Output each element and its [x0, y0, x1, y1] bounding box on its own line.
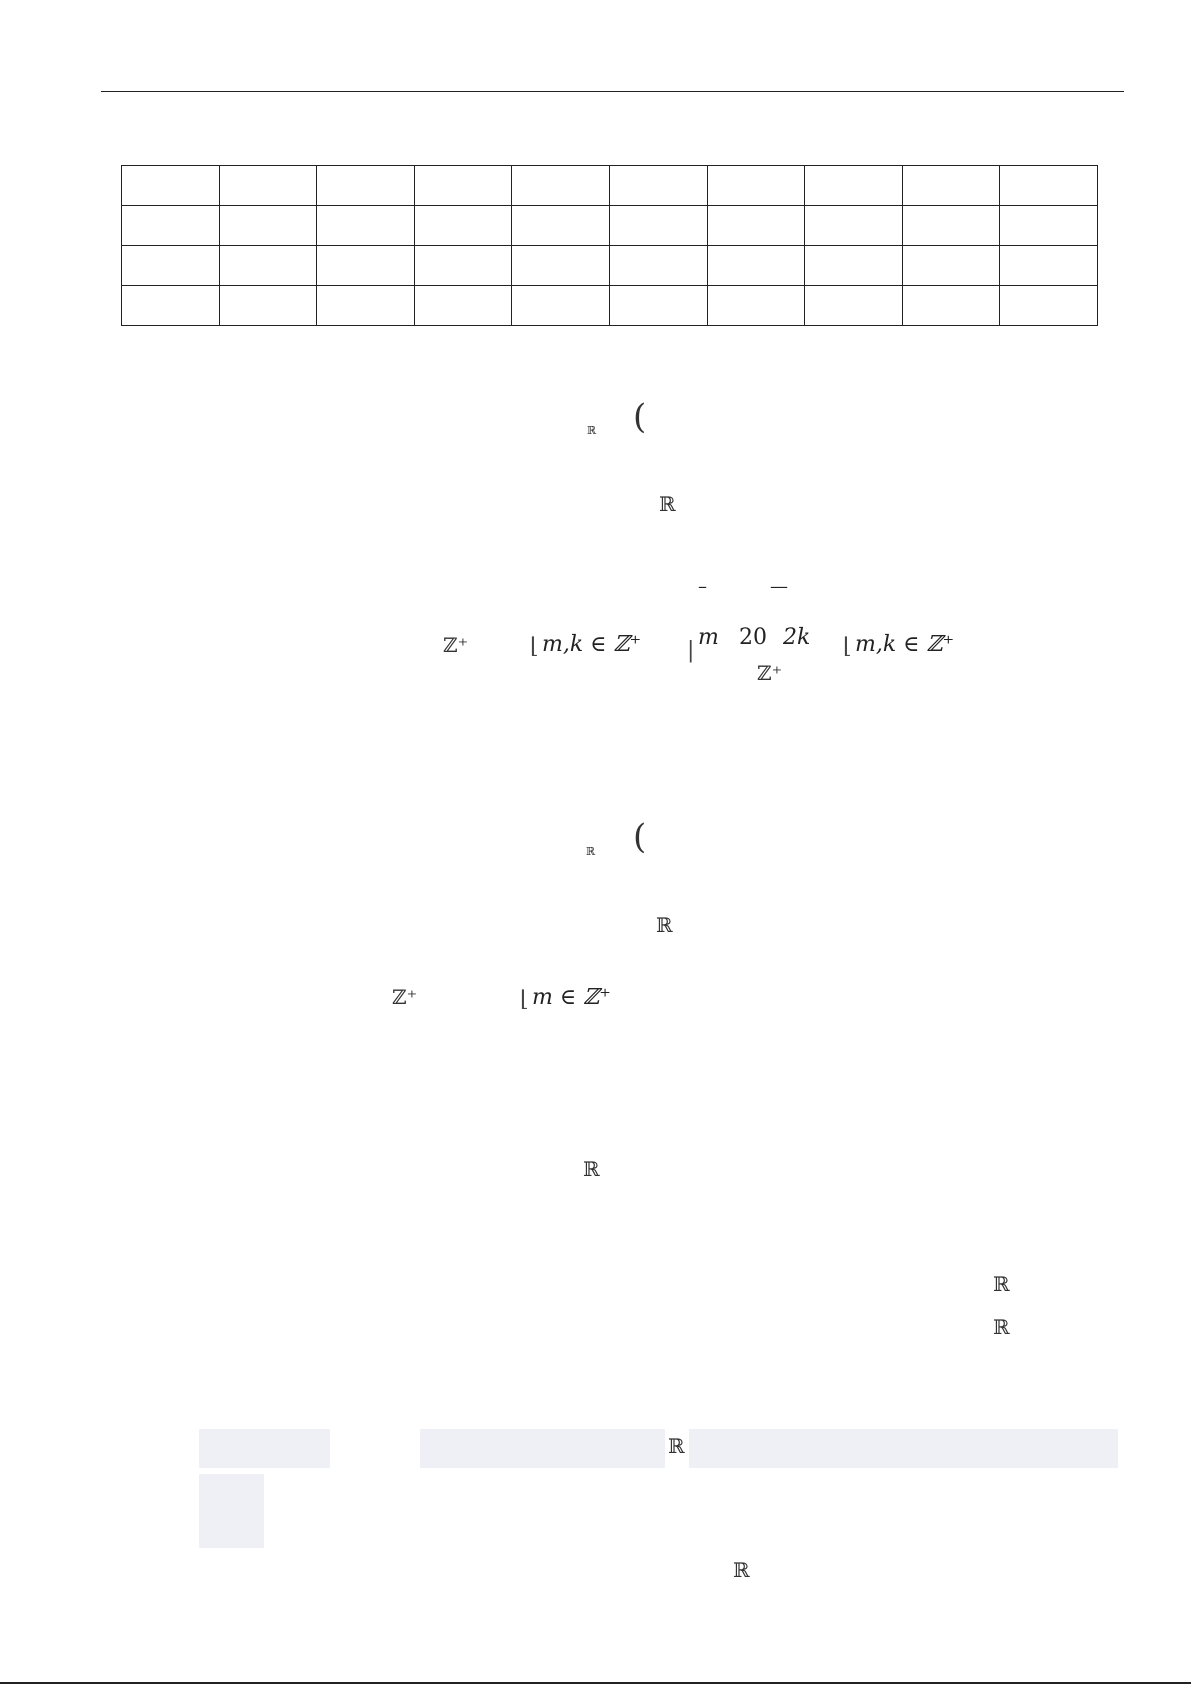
table-cell [414, 206, 512, 246]
shaded-block-1 [199, 1429, 330, 1468]
set-m: m ∈ ℤ⁺ [532, 985, 611, 1010]
table-cell [609, 286, 707, 326]
table-cell [707, 286, 805, 326]
floor-left-2: ⌊ [843, 634, 852, 659]
pos-integers-symbol-2: ℤ⁺ [757, 661, 783, 685]
reals-symbol-4: ℝ [993, 1272, 1010, 1296]
table-cell [122, 206, 220, 246]
bar-left: | [687, 638, 695, 663]
footer-rule [0, 1682, 1191, 1684]
header-rule [101, 91, 1124, 92]
table-cell [219, 166, 317, 206]
table-cell [1000, 166, 1098, 206]
table-cell [317, 206, 415, 246]
table-cell [805, 286, 903, 326]
table-cell [317, 166, 415, 206]
table-cell [317, 246, 415, 286]
table-cell [1000, 246, 1098, 286]
shaded-block-2 [420, 1429, 665, 1468]
var-m: m [698, 625, 719, 650]
shaded-block-3 [689, 1429, 1118, 1468]
floor-left: ⌊ [530, 634, 539, 659]
table-cell [902, 206, 1000, 246]
table-cell [122, 246, 220, 286]
table-cell [317, 286, 415, 326]
two-k: 2k [783, 625, 811, 650]
table-cell [707, 246, 805, 286]
table-cell [707, 206, 805, 246]
table-cell [609, 246, 707, 286]
table-cell [609, 166, 707, 206]
table-cell [219, 286, 317, 326]
table-row [122, 246, 1098, 286]
table-cell [1000, 286, 1098, 326]
table-cell [1000, 206, 1098, 246]
reals-symbol-7: ℝ [733, 1558, 750, 1582]
table-cell [512, 246, 610, 286]
dash-short: – [698, 576, 707, 597]
table-cell [805, 246, 903, 286]
table-cell [805, 206, 903, 246]
set-mk-2: m,k ∈ ℤ⁺ [855, 632, 955, 657]
data-table [121, 165, 1098, 326]
pos-integers-symbol-3: ℤ⁺ [392, 985, 418, 1009]
table-cell [512, 166, 610, 206]
table-cell [512, 286, 610, 326]
reals-symbol: ℝ [659, 492, 676, 516]
table-cell [219, 246, 317, 286]
num-twenty: 20 [739, 625, 767, 650]
table-cell [805, 166, 903, 206]
reals-symbol-small: ℝ [587, 424, 597, 437]
table-row [122, 206, 1098, 246]
table-cell [707, 166, 805, 206]
table-cell [902, 166, 1000, 206]
table-cell [902, 286, 1000, 326]
floor-left-3: ⌊ [520, 987, 529, 1012]
open-paren-2: ( [633, 817, 647, 857]
table-row [122, 166, 1098, 206]
table-cell [902, 246, 1000, 286]
open-paren: ( [633, 397, 647, 437]
table-cell [414, 166, 512, 206]
reals-symbol-3: ℝ [583, 1157, 600, 1181]
table-cell [609, 206, 707, 246]
table-cell [219, 206, 317, 246]
shaded-block-4 [199, 1474, 264, 1548]
table-cell [414, 246, 512, 286]
dash-long: — [770, 576, 788, 597]
table-cell [122, 166, 220, 206]
table-cell [512, 206, 610, 246]
reals-symbol-2: ℝ [656, 913, 673, 937]
table-cell [414, 286, 512, 326]
set-mk-1: m,k ∈ ℤ⁺ [542, 632, 642, 657]
reals-symbol-6: ℝ [668, 1434, 685, 1458]
reals-symbol-small-2: ℝ [586, 845, 596, 858]
table-cell [122, 286, 220, 326]
table-row [122, 286, 1098, 326]
reals-symbol-5: ℝ [993, 1315, 1010, 1339]
pos-integers-symbol: ℤ⁺ [443, 633, 469, 657]
